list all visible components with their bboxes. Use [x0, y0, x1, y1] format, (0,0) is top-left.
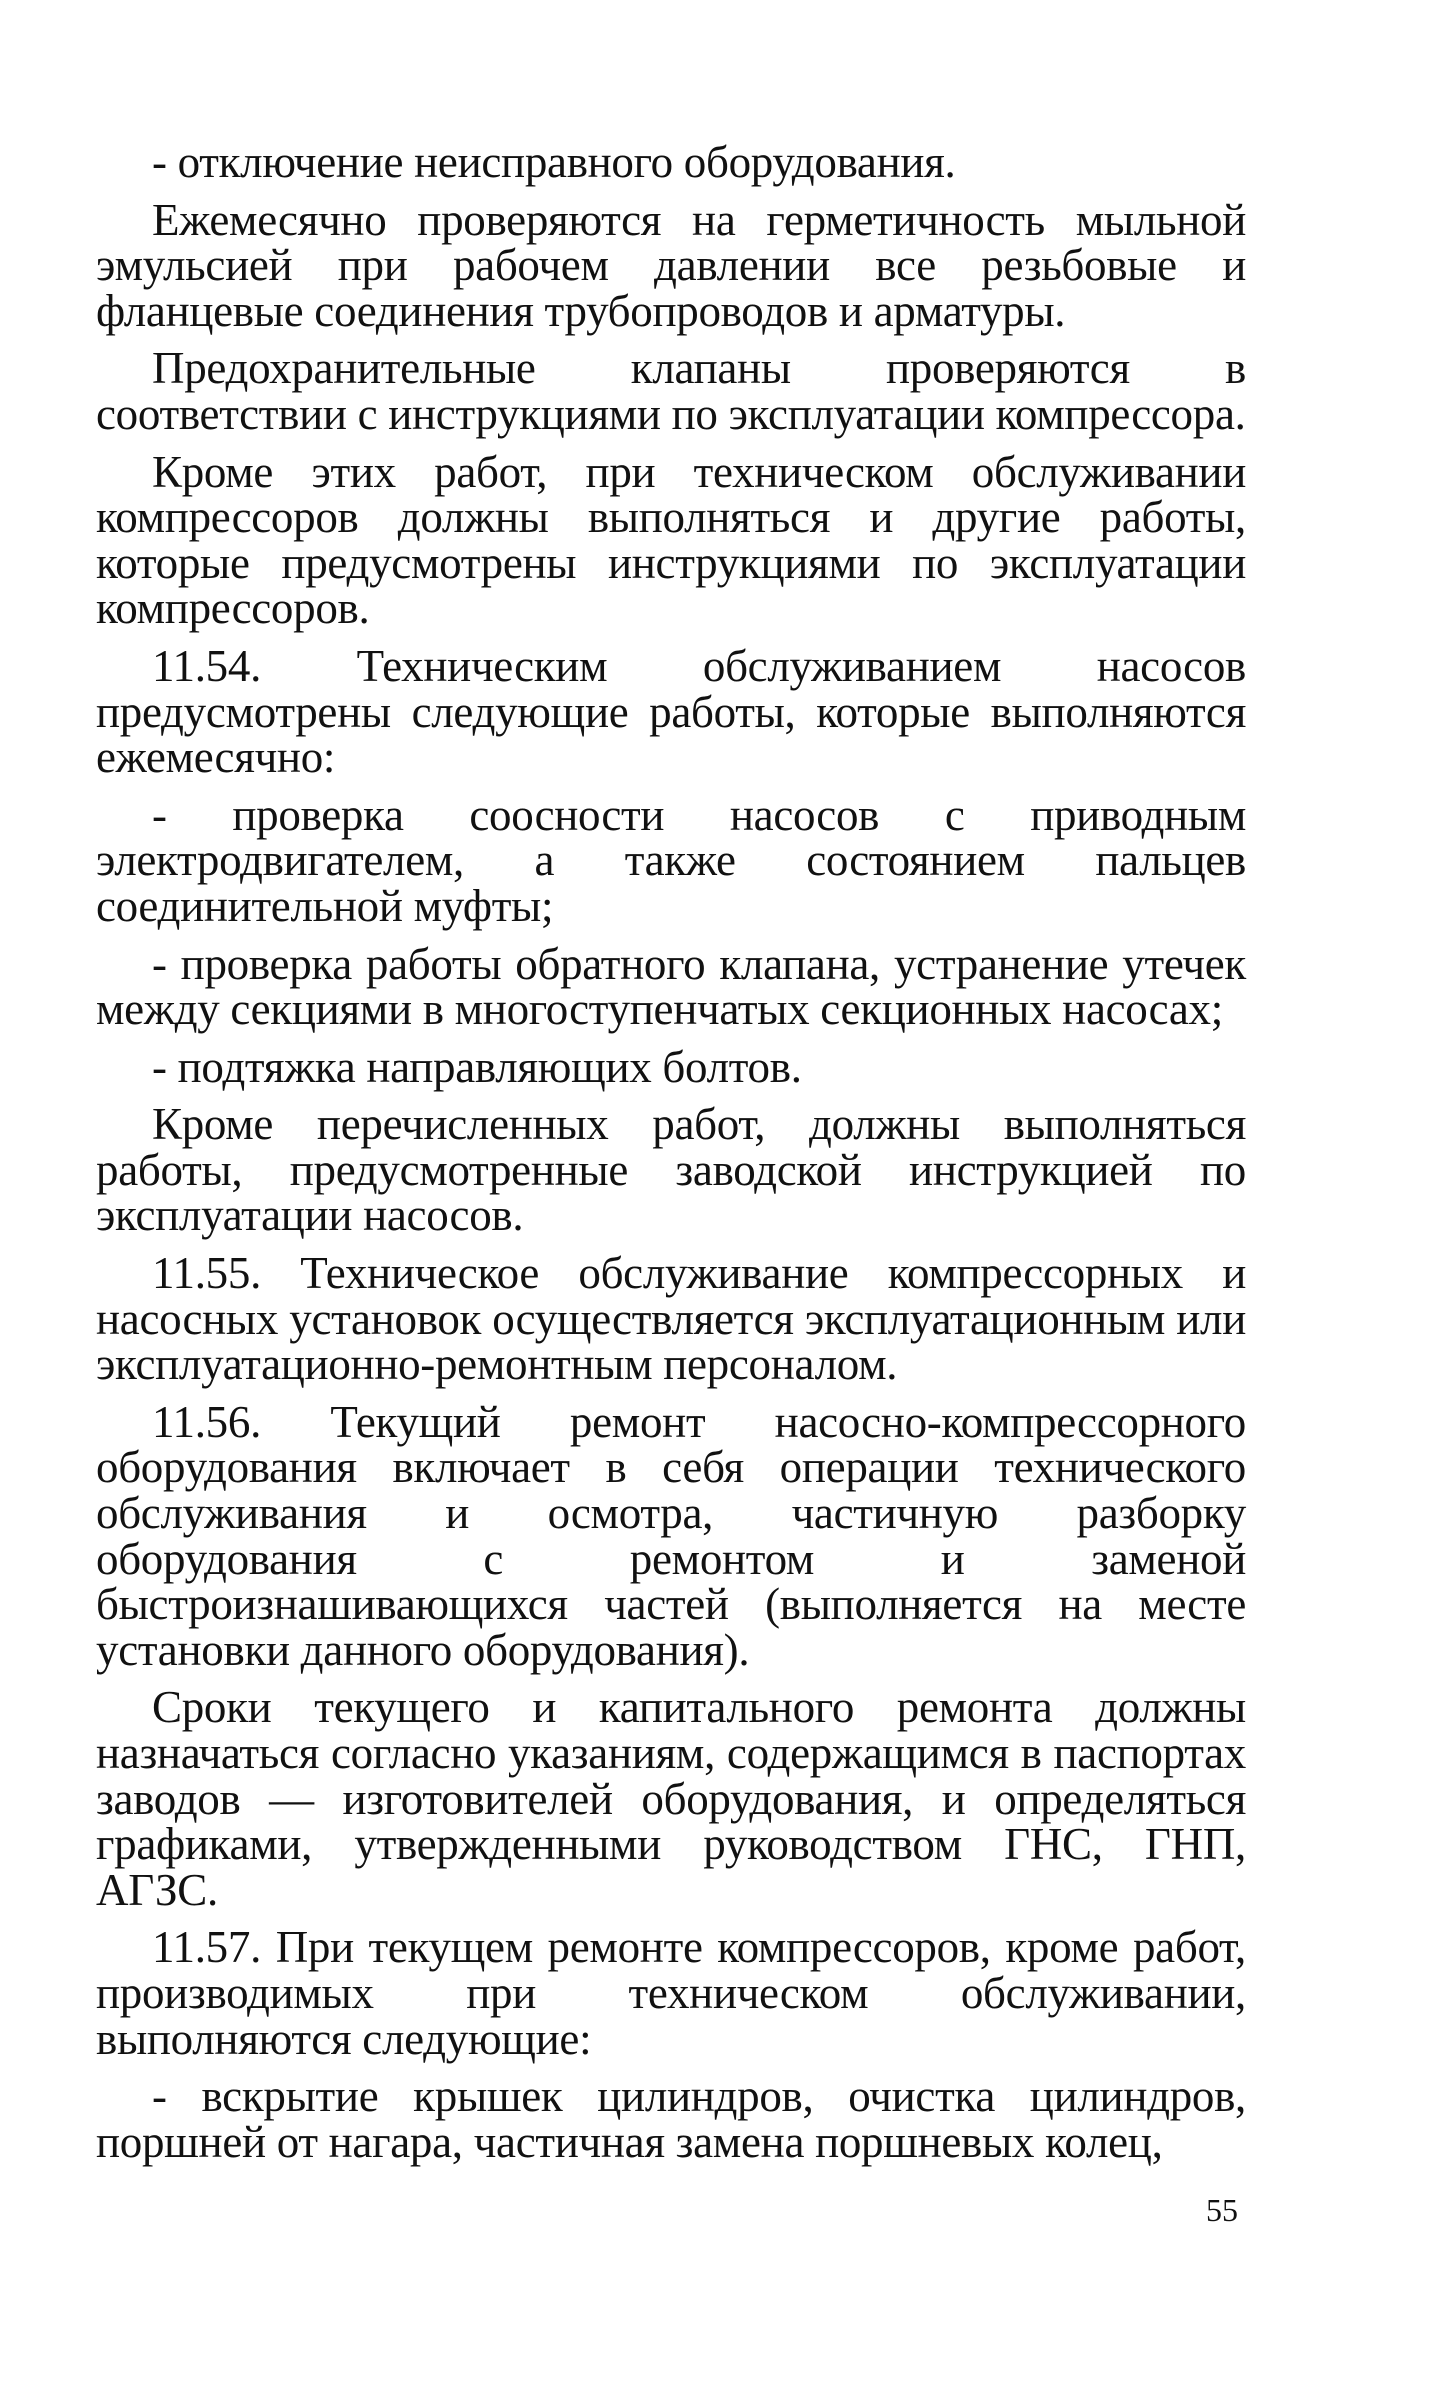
paragraph-repair-schedules: Сроки текущего и капитального ремонта должны назначаться согласно указаниям, содержащимся в паспортах заводов — изготовителей оборудования, и определяться графиками, утвержденными руководством ГНС, ГНП, АГЗС.	[96, 1682, 1246, 1915]
paragraph-other-compressor-work: Кроме этих работ, при техническом обслуживании компрессоров должны выполняться и другие работы, которые предусмотрены инструкциями по эксплуатации компрессоров.	[96, 446, 1246, 634]
list-item-check-valve: - проверка работы обратного клапана, устранение утечек между секциями в многоступенчатых секционных насосах;	[96, 938, 1246, 1035]
paragraph-monthly-leak-check: Ежемесячно проверяются на герметичность мыльной эмульсией при рабочем давлении все резьбовые и фланцевые соединения трубопроводов и арматуры.	[96, 194, 1246, 336]
paragraph-11-57: 11.57. При текущем ремонте компрессоров, кроме работ, производимых при техническом обслуживании, выполняются следующие:	[96, 1922, 1246, 2064]
page-number: 55	[1206, 2192, 1238, 2228]
paragraph-11-55: 11.55. Техническое обслуживание компрессорных и насосных установок осуществляется эксплуатационным или эксплуатационно-ремонтным персоналом.	[96, 1248, 1246, 1390]
paragraph-factory-instructions: Кроме перечисленных работ, должны выполняться работы, предусмотренные заводской инструкцией по эксплуатации насосов.	[96, 1099, 1246, 1241]
paragraph-disconnect-faulty-equipment: - отключение неисправного оборудования.	[152, 137, 956, 187]
list-item-bolt-tightening: - подтяжка направляющих болтов.	[152, 1041, 802, 1092]
paragraph-11-54: 11.54. Техническим обслуживанием насосов предусмотрены следующие работы, которые выполняются ежемесячно:	[96, 640, 1246, 783]
list-item-alignment-check: - проверка соосности насосов с приводным электродвигателем, а также состоянием пальцев соединительной муфты;	[96, 789, 1246, 931]
paragraph-safety-valves: Предохранительные клапаны проверяются в соответствии с инструкциями по эксплуатации компрессора.	[96, 343, 1246, 439]
body-text	[96, 137, 1246, 2167]
paragraph-11-56: 11.56. Текущий ремонт насосно-компрессорного оборудования включает в себя операции технического обслуживания и осмотра, частичную разборку оборудования с ремонтом и заменой быстроизнашивающихся частей (выполняется на месте установки данного оборудования).	[96, 1396, 1246, 1675]
list-item-cylinder-cleaning: - вскрытие крышек цилиндров, очистка цилиндров, поршней от нагара, частичная замена поршневых колец,	[96, 2071, 1246, 2167]
